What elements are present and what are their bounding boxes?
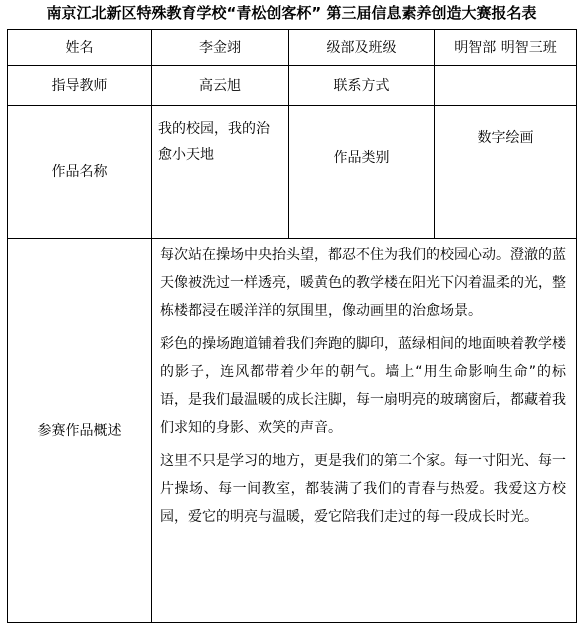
name-label: 姓名 (8, 30, 152, 66)
teacher-value: 高云旭 (152, 66, 289, 106)
name-value: 李金翊 (152, 30, 289, 66)
registration-form-table (7, 29, 577, 623)
category-label: 作品类别 (289, 106, 435, 239)
table-row (8, 66, 577, 106)
work-name-label: 作品名称 (8, 106, 152, 239)
summary-paragraph: 这里不只是学习的地方，更是我们的第二个家。每一寸阳光、每一片操场、每一间教室，都装满了我们的青春与热爱。我爱这方校园，爱它的明亮与温暖，爱它陪我们走过的每一段成长时光。 (160, 453, 566, 525)
summary-content (152, 239, 577, 623)
contact-label: 联系方式 (289, 66, 435, 106)
summary-label: 参赛作品概述 (8, 239, 152, 623)
teacher-label: 指导教师 (8, 66, 152, 106)
summary-paragraph: 每次站在操场中央抬头望，都忍不住为我们的校园心动。澄澈的蓝天像被洗过一样透亮，暖黄色的教学楼在阳光下闪着温柔的光，整栋楼都浸在暖洋洋的氛围里，像动画里的治愈场景。 (160, 247, 566, 319)
class-value: 明智部 明智三班 (435, 30, 577, 66)
form-title: 南京江北新区特殊教育学校“青松创客杯” 第三届信息素养创造大赛报名表 (46, 4, 537, 22)
table-row (8, 30, 577, 66)
table-row (8, 106, 577, 239)
class-label: 级部及班级 (289, 30, 435, 66)
work-name-value: 我的校园，我的治愈小天地 (152, 106, 289, 239)
contact-value (435, 66, 577, 106)
table-row (8, 239, 577, 623)
category-value: 数字绘画 (435, 106, 577, 239)
summary-paragraph: 彩色的操场跑道铺着我们奔跑的脚印，蓝绿相间的地面映着教学楼的影子，连风都带着少年的朝气。墙上“用生命影响生命”的标语，是我们最温暖的成长注脚，每一扇明亮的玻璃窗后，都藏着我们求知的身影、欢笑的声音。 (160, 336, 566, 436)
